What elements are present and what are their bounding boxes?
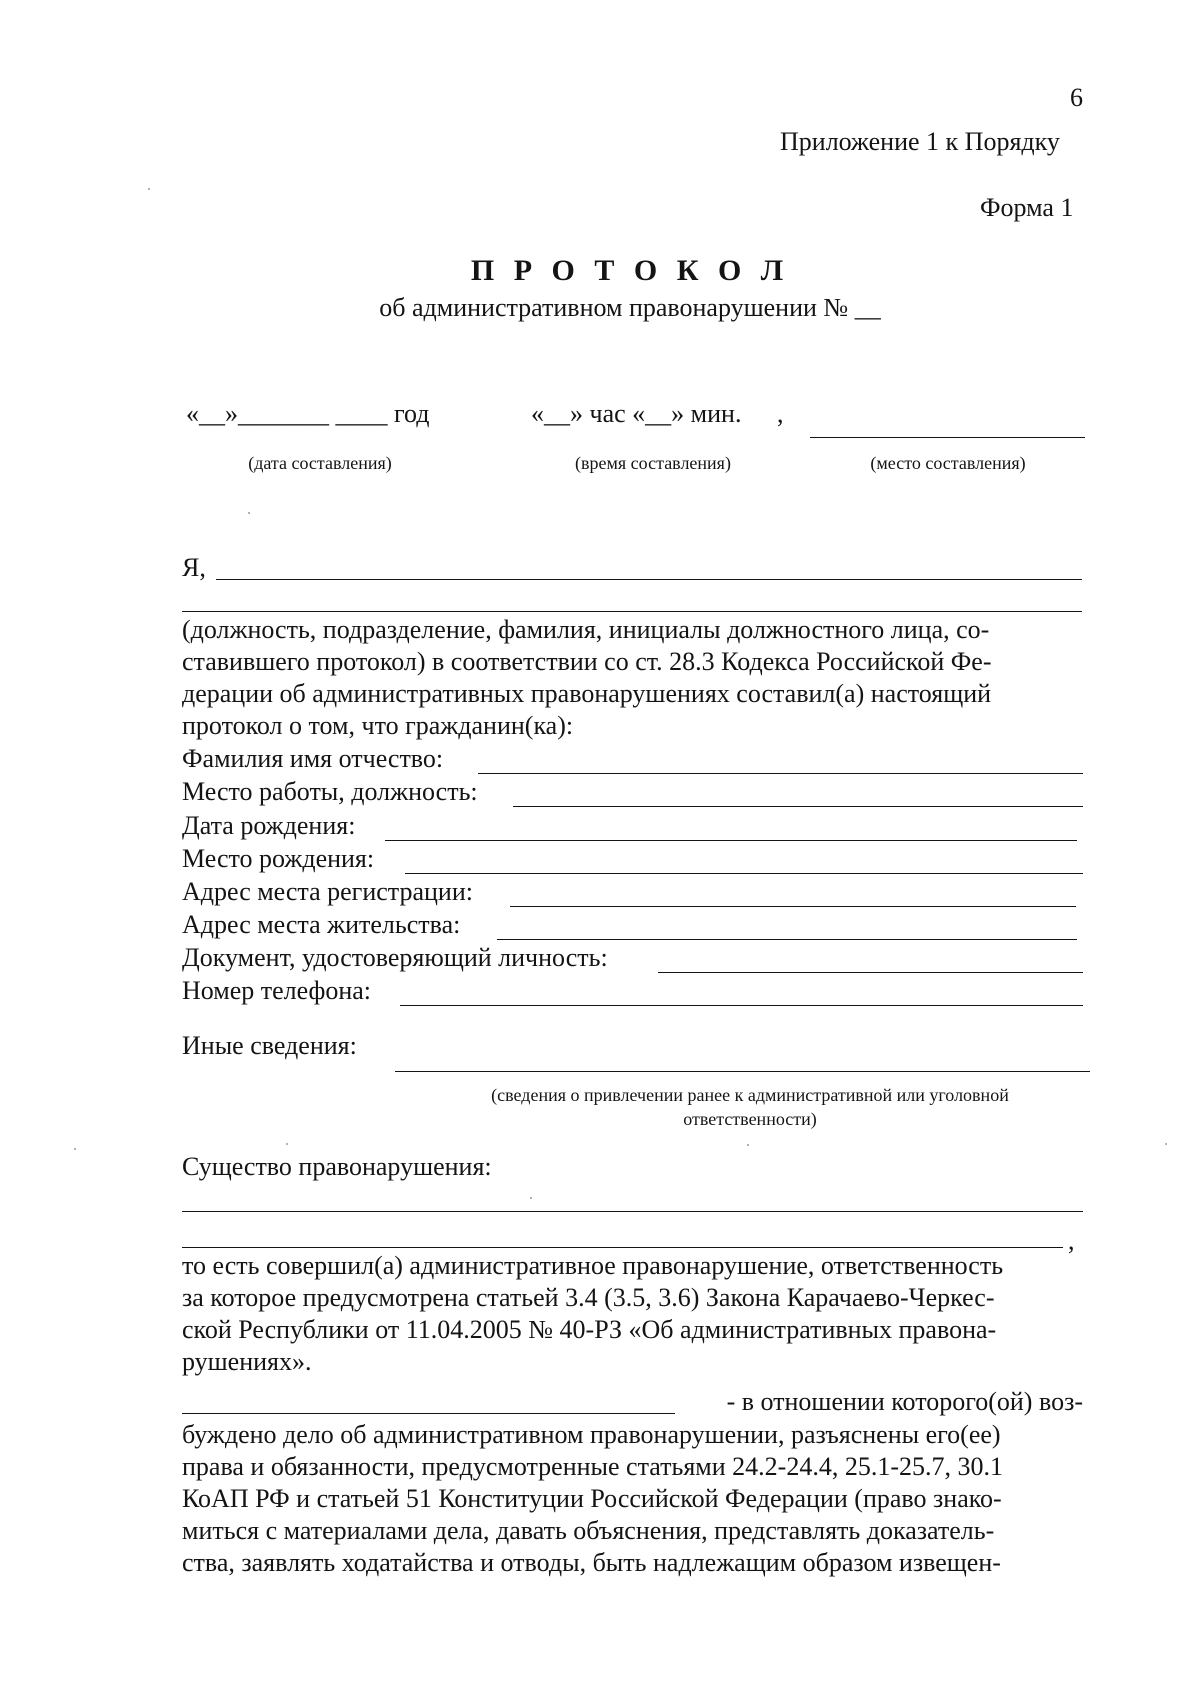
place-blank-line xyxy=(810,437,1085,438)
violation-paragraph-line: рушениях». xyxy=(182,1347,312,1376)
scan-speck xyxy=(248,512,250,514)
other-info-label: Иные сведения: xyxy=(182,1031,357,1060)
violation-paragraph-line: то есть совершил(а) административное правонарушение, ответственность xyxy=(182,1251,1004,1280)
time-comma: , xyxy=(777,399,784,428)
rights-paragraph-line: миться с материалами дела, давать объяснения, представлять доказатель- xyxy=(182,1516,995,1545)
violation-line-1 xyxy=(182,1211,1083,1212)
other-info-line xyxy=(395,1071,1090,1072)
rights-paragraph-line: КоАП РФ и статьей 51 Конституции Российской Федерации (право знако- xyxy=(182,1484,1002,1513)
form-label: Форма 1 xyxy=(980,193,1074,222)
other-info-caption-1: (сведения о привлечении ранее к административной или уголовной xyxy=(491,1085,1009,1105)
field-full-name-label: Фамилия имя отчество: xyxy=(182,744,444,773)
appendix-note: Приложение 1 к Порядку xyxy=(780,127,1060,156)
rights-name-line xyxy=(182,1413,675,1414)
scan-speck xyxy=(148,188,150,190)
scan-speck xyxy=(286,1143,288,1145)
document-subtitle: об административном правонарушении № __ xyxy=(379,293,881,322)
rights-paragraph-line: права и обязанности, предусмотренные статьями 24.2-24.4, 25.1-25.7, 30.1 xyxy=(182,1452,1003,1481)
field-workplace-label: Место работы, должность: xyxy=(182,777,478,806)
field-birth-place-label: Место рождения: xyxy=(182,844,375,873)
violation-line-2 xyxy=(182,1247,1063,1248)
inspector-prefix: Я, xyxy=(182,553,206,582)
field-registration-address-label: Адрес места регистрации: xyxy=(182,877,473,906)
field-phone-line xyxy=(400,1005,1083,1006)
document-title: П Р О Т О К О Л xyxy=(470,254,790,287)
scan-speck xyxy=(74,1148,76,1150)
time-caption: (время составления) xyxy=(575,453,731,473)
inspector-blank-line-1 xyxy=(216,579,1082,580)
violation-label: Существо правонарушения: xyxy=(182,1152,492,1181)
field-id-document-line xyxy=(658,972,1083,973)
field-workplace-line xyxy=(513,806,1083,807)
field-phone-label: Номер телефона: xyxy=(182,976,372,1005)
inspector-paragraph-line: (должность, подразделение, фамилия, инициалы должностного лица, со- xyxy=(182,615,990,644)
rights-first-line-tail: - в отношении которого(ой) воз- xyxy=(726,1387,1083,1416)
field-birth-place-line xyxy=(405,873,1083,874)
time-field: «__» час «__» мин. xyxy=(531,399,742,428)
rights-paragraph-line: буждено дело об административном правонарушении, разъяснены его(ее) xyxy=(182,1420,1001,1449)
field-birth-date-label: Дата рождения: xyxy=(182,811,356,840)
date-field: «__»_______ ____ год xyxy=(186,399,430,428)
field-birth-date-line xyxy=(385,840,1077,841)
scan-speck xyxy=(530,1197,532,1199)
inspector-blank-line-2 xyxy=(182,611,1082,612)
field-registration-address-line xyxy=(510,906,1076,907)
date-caption: (дата составления) xyxy=(248,453,392,473)
scan-speck xyxy=(747,1144,749,1146)
inspector-paragraph-line: протокол о том, что гражданин(ка): xyxy=(182,711,574,740)
inspector-paragraph-line: дерации об административных правонарушениях составил(а) настоящий xyxy=(182,679,992,708)
inspector-paragraph-line: ставившего протокол) в соответствии со ст. 28.3 Кодекса Российской Фе- xyxy=(182,647,992,676)
field-residence-address-line xyxy=(497,939,1077,940)
violation-paragraph-line: ской Республики от 11.04.2005 № 40-РЗ «Об административных правона- xyxy=(182,1315,997,1344)
violation-paragraph-line: за которое предусмотрена статьей 3.4 (3.5, 3.6) Закона Карачаево-Черкес- xyxy=(182,1283,995,1312)
other-info-caption-2: ответственности) xyxy=(683,1109,817,1129)
field-full-name-line xyxy=(478,773,1083,774)
page-number: 6 xyxy=(1070,83,1083,112)
violation-comma: , xyxy=(1068,1226,1075,1255)
place-caption: (место составления) xyxy=(870,453,1026,473)
field-residence-address-label: Адрес места жительства: xyxy=(182,910,461,939)
scan-speck xyxy=(1165,1143,1167,1145)
rights-paragraph-line: ства, заявлять ходатайства и отводы, быть надлежащим образом извещен- xyxy=(182,1548,1001,1577)
field-id-document-label: Документ, удостоверяющий личность: xyxy=(182,943,608,972)
